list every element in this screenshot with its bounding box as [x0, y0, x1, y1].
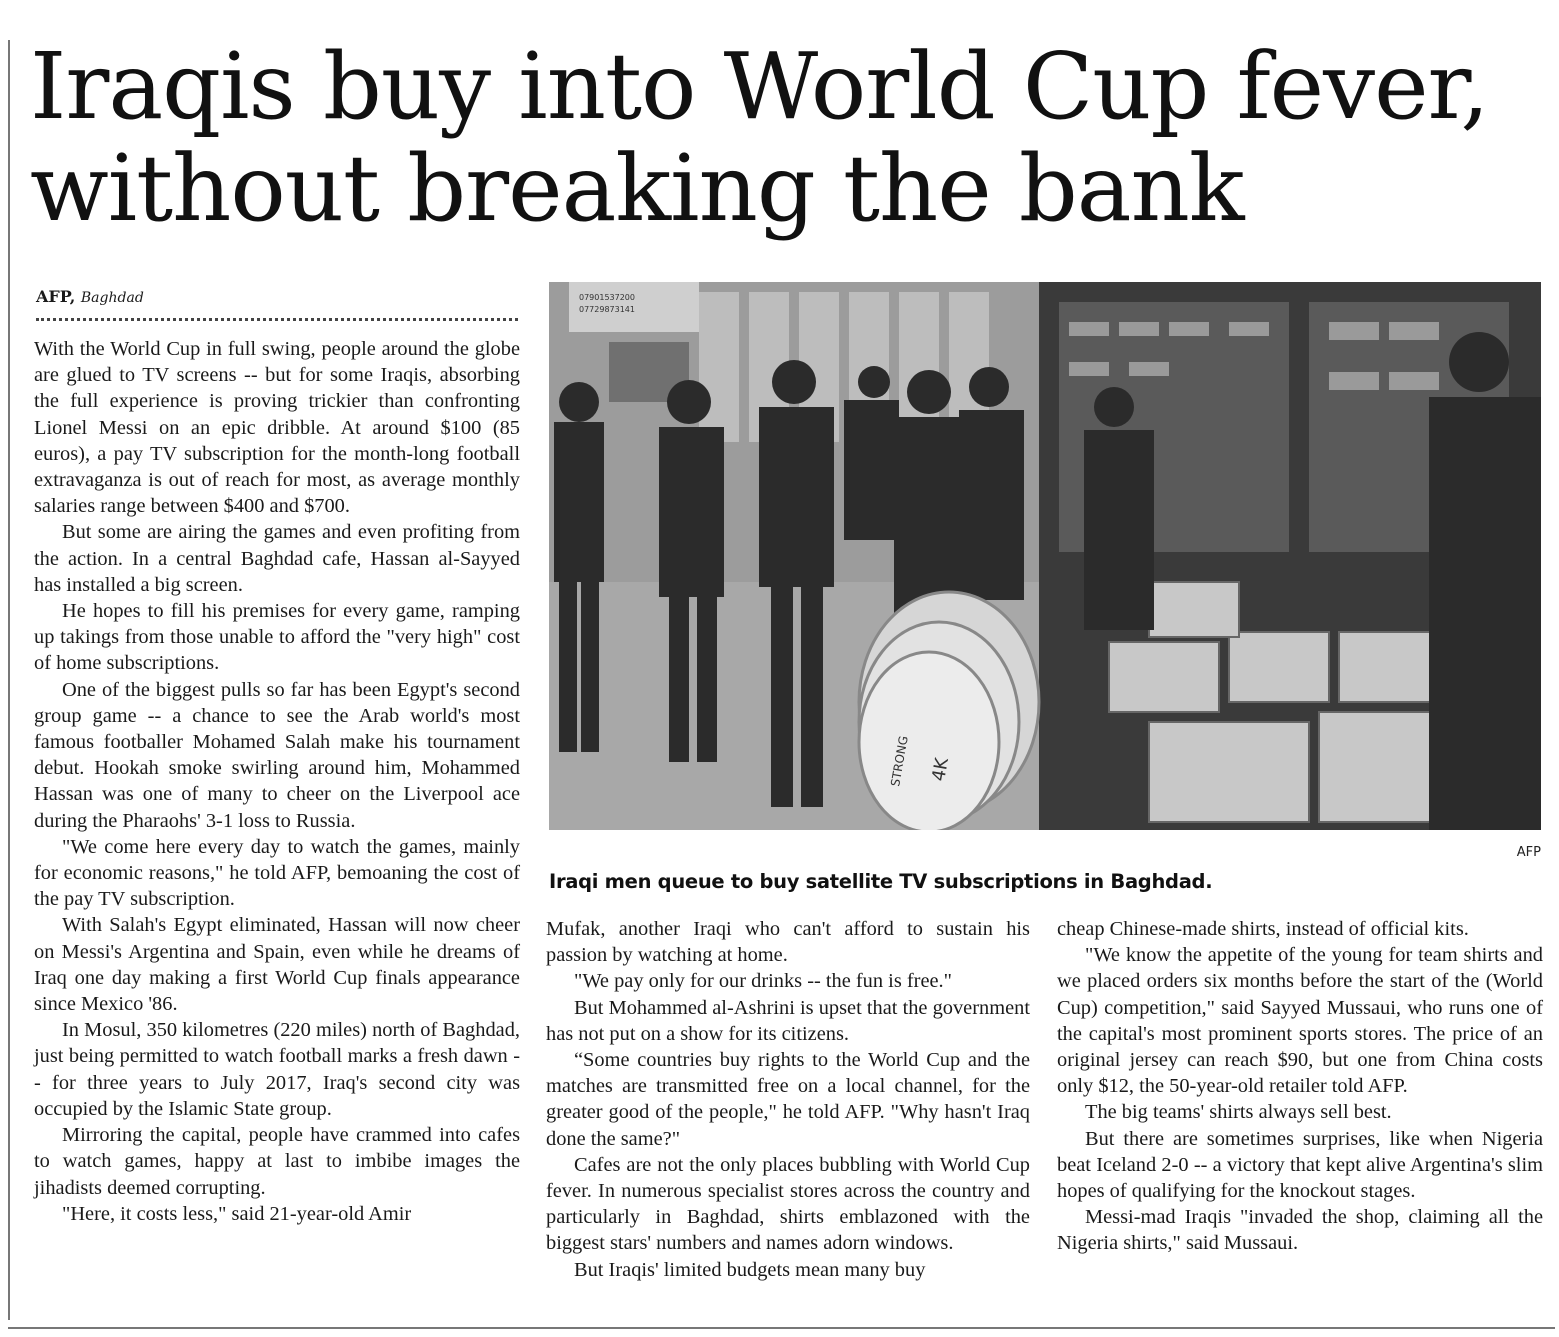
paragraph: With Salah's Egypt eliminated, Hassan will now cheer on Messi's Argentina and Spain, even while he dreams of Iraq one day making a first World Cup finals appearance since Mexico '86.	[34, 914, 520, 1016]
paragraph: Cafes are not the only places bubbling with World Cup fever. In numerous specialist stores across the country and particularly in Baghdad, shirts emblazoned with the biggest stars' numbers and names adorn windows.	[546, 1153, 1030, 1255]
article-column-3	[1057, 916, 1543, 1257]
sign-phone-2: 07729873141	[579, 305, 635, 314]
paragraph: "We pay only for our drinks -- the fun is free."	[574, 970, 952, 993]
article-column-2	[546, 916, 1030, 1283]
paragraph: Mufak, another Iraqi who can't afford to sustain his passion by watching at home.	[546, 918, 1030, 967]
photo-caption: Iraqi men queue to buy satellite TV subscriptions in Baghdad.	[549, 870, 1213, 893]
byline-location: Baghdad	[80, 290, 144, 306]
paragraph: cheap Chinese-made shirts, instead of official kits.	[1057, 918, 1469, 940]
paragraph: The big teams' shirts always sell best.	[1085, 1101, 1392, 1124]
paragraph: "We know the appetite of the young for team shirts and we placed orders six months before the start of the (World Cup) competition," said Sayyed Mussaui, who runs one of the capital's most prominent sports stores. The price of an original jersey can reach $90, but one from China costs only $12, the 50-year-old retailer told AFP.	[1057, 944, 1543, 1098]
dish-brand-text: STRONG	[888, 734, 911, 788]
paragraph: But Iraqis' limited budgets mean many buy	[574, 1258, 926, 1281]
paragraph: In Mosul, 350 kilometres (220 miles) north of Baghdad, just being permitted to watch football marks a fresh dawn -- for three years to July 2017, Iraq's second city was occupied by the Islamic State group.	[34, 1019, 520, 1120]
headline-line-1: Iraqis buy into World Cup fever,	[30, 33, 1489, 140]
headline	[30, 33, 1550, 242]
paragraph: “Some countries buy rights to the World Cup and the matches are transmitted free on a local channel, for the greater good of the people," he told AFP. "Why hasn't Iraq done the same?"	[546, 1049, 1030, 1150]
paragraph: "Here, it costs less," said 21-year-old Amir	[62, 1202, 412, 1225]
bottom-rule	[8, 1327, 1555, 1329]
left-column-rule	[8, 40, 10, 1320]
paragraph: With the World Cup in full swing, people around the globe are glued to TV screens -- but for some Iraqis, absorbing the full experience is proving trickier than confronting Lionel Messi on an epic dribble. At around $100 (85 euros), a pay TV subscription for the month-long football extravaganza is out of reach for most, as average monthly salaries range between $400 and $700.	[34, 338, 520, 518]
paragraph: Mirroring the capital, people have crammed into cafes to watch games, happy at last to imbibe images the jihadists deemed corrupting.	[34, 1124, 520, 1199]
paragraph: "We come here every day to watch the games, mainly for economic reasons," he told AFP, bemoaning the cost of the pay TV subscription.	[34, 835, 520, 911]
shop-scene-illustration	[549, 282, 1541, 830]
photo-credit: AFP	[1516, 845, 1541, 860]
paragraph: But some are airing the games and even profiting from the action. In a central Baghdad cafe, Hassan al-Sayyed has installed a big screen.	[34, 521, 520, 596]
sign-phone-1: 07901537200	[579, 293, 635, 302]
paragraph: He hopes to fill his premises for every game, ramping up takings from those unable to afford the "very high" cost of home subscriptions.	[34, 600, 520, 675]
byline	[36, 287, 144, 306]
paragraph: Messi-mad Iraqis "invaded the shop, claiming all the Nigeria shirts," said Mussaui.	[1057, 1206, 1543, 1255]
news-photo	[549, 282, 1541, 830]
paragraph: One of the biggest pulls so far has been Egypt's second group game -- a chance to see the Arab world's most famous footballer Mohamed Salah make his tournament debut. Hookah smoke swirling around him, Mohammed Hassan was one of many to cheer on the Liverpool ace during the Pharaohs' 3-1 loss to Russia.	[34, 678, 520, 832]
article-column-1	[34, 336, 520, 1227]
paragraph: But there are sometimes surprises, like when Nigeria beat Iceland 2-0 -- a victory that kept alive Argentina's slim hopes of qualifying for the knockout stages.	[1057, 1127, 1543, 1203]
dish-label-text: 4K	[928, 756, 953, 783]
headline-line-2: without breaking the bank	[30, 135, 1244, 242]
paragraph: But Mohammed al-Ashrini is upset that the government has not put on a show for its citizens.	[546, 996, 1030, 1045]
byline-agency: AFP,	[36, 287, 76, 306]
dotted-separator	[36, 318, 518, 322]
